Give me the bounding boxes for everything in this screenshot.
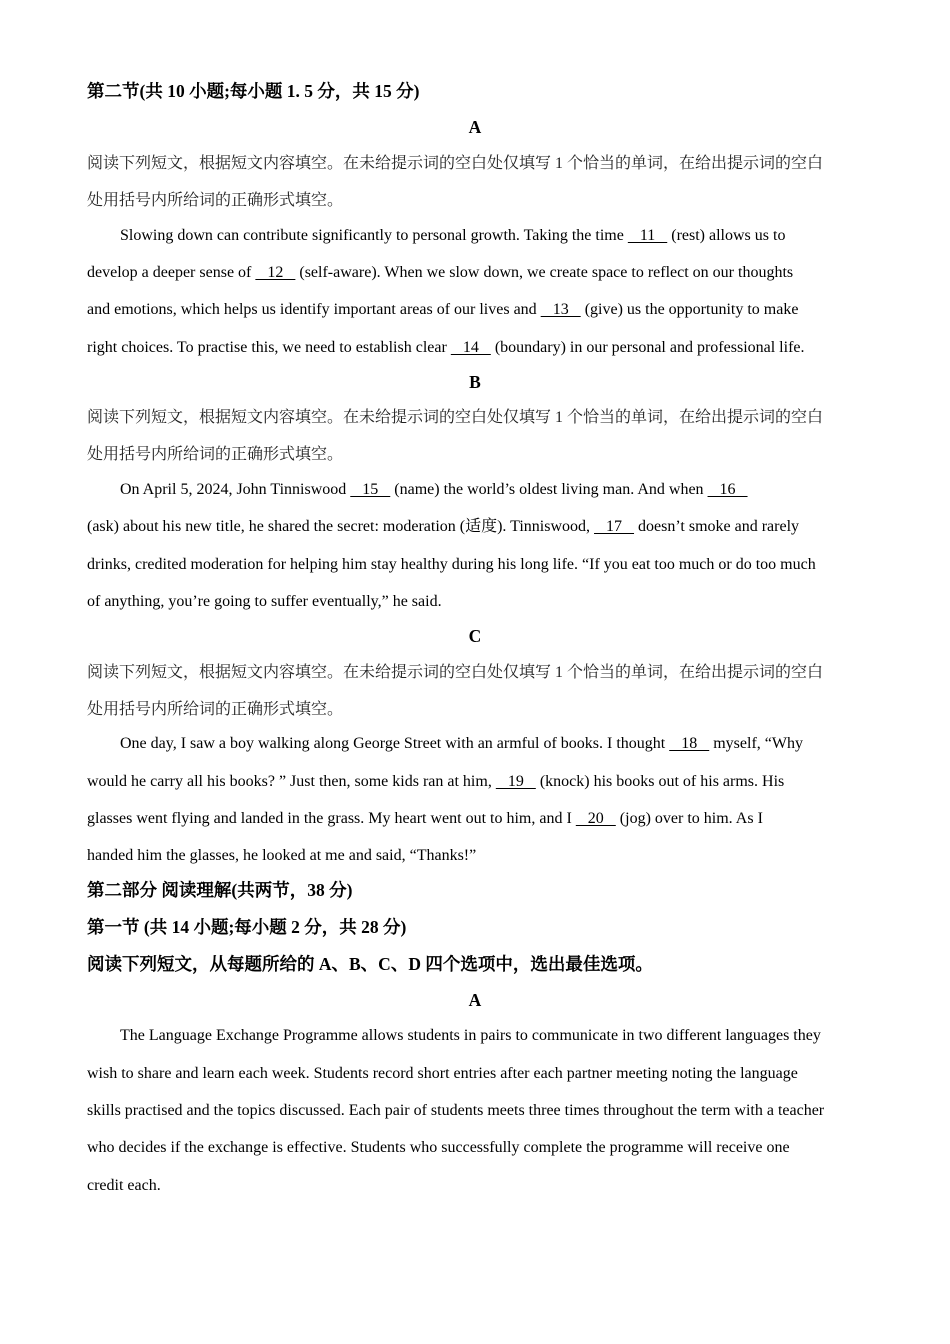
passage-a-instruction-line1: 阅读下列短文，根据短文内容填空。在未给提示词的空白处仅填写 1 个恰当的单词，在给出提示词的空白 (87, 155, 824, 172)
blank-17[interactable]: 17 (594, 518, 635, 535)
reading-passage-line: credit each. (87, 1177, 161, 1194)
passage-c-label: C (468, 626, 482, 646)
passage-c-instruction-line2: 处用括号内所给词的正确形式填空。 (87, 701, 344, 718)
passage-a-line: Slowing down can contribute significantly to personal growth. Taking the time 11 (rest) allows us to (120, 227, 786, 244)
reading-passage-a-label: A (468, 990, 482, 1010)
reading-passage-line: The Language Exchange Programme allows students in pairs to communicate in two different languages they (120, 1027, 821, 1044)
passage-a-line: develop a deeper sense of 12 (self-aware). When we slow down, we create space to reflect on our thoughts (87, 264, 794, 281)
part-two-instruction: 阅读下列短文，从每题所给的 A、B、C、D 四个选项中，选出最佳选项。 (87, 954, 653, 974)
passage-b-instruction-line1: 阅读下列短文，根据短文内容填空。在未给提示词的空白处仅填写 1 个恰当的单词，在给出提示词的空白 (87, 409, 824, 426)
passage-b-line: drinks, credited moderation for helping him stay healthy during his long life. “If you eat too much or do too much (87, 556, 816, 573)
passage-c-line: handed him the glasses, he looked at me and said, “Thanks!” (87, 847, 477, 864)
blank-19[interactable]: 19 (495, 773, 536, 790)
blank-15[interactable]: 15 (350, 481, 391, 498)
passage-b-line: (ask) about his new title, he shared the secret: moderation (适度). Tinniswood, 17 doesn’t smoke and rarely (87, 518, 800, 535)
blank-13[interactable]: 13 (540, 301, 581, 318)
blank-12[interactable]: 12 (255, 264, 296, 281)
passage-c-line: would he carry all his books? ” Just then, some kids ran at him, 19 (knock) his books out of his arms. His (87, 773, 785, 790)
reading-passage-line: wish to share and learn each week. Students record short entries after each partner meeting noting the language (87, 1065, 798, 1082)
passage-c-line: glasses went flying and landed in the grass. My heart went out to him, and I 20 (jog) over to him. As I (87, 810, 763, 827)
passage-b-line: of anything, you’re going to suffer eventually,” he said. (87, 593, 442, 610)
passage-c-instruction-line1: 阅读下列短文，根据短文内容填空。在未给提示词的空白处仅填写 1 个恰当的单词，在给出提示词的空白 (87, 664, 824, 681)
passage-a-label: A (468, 117, 482, 137)
part-two-heading: 第二部分 阅读理解(共两节，38 分) (87, 880, 353, 900)
passage-c-line: One day, I saw a boy walking along George Street with an armful of books. I thought 18 myself, “Why (120, 735, 803, 752)
passage-a-line: and emotions, which helps us identify important areas of our lives and 13 (give) us the opportunity to make (87, 301, 799, 318)
blank-11[interactable]: 11 (627, 227, 668, 244)
blank-18[interactable]: 18 (669, 735, 710, 752)
reading-passage-line: who decides if the exchange is effective. Students who successfully complete the programme will receive one (87, 1139, 790, 1156)
reading-passage-line: skills practised and the topics discussed. Each pair of students meets three times throughout the term with a teacher (87, 1102, 825, 1119)
blank-20[interactable]: 20 (575, 810, 616, 827)
blank-14[interactable]: 14 (450, 339, 491, 356)
passage-b-label: B (469, 372, 481, 392)
part-two-section-one-heading: 第一节 (共 14 小题;每小题 2 分，共 28 分) (87, 917, 407, 937)
passage-a-line: right choices. To practise this, we need to establish clear 14 (boundary) in our personal and professional life. (87, 339, 805, 356)
passage-b-line: On April 5, 2024, John Tinniswood 15 (name) the world’s oldest living man. And when 16 (120, 481, 748, 498)
passage-a-instruction-line2: 处用括号内所给词的正确形式填空。 (87, 192, 344, 209)
section-two-heading: 第二节(共 10 小题;每小题 1. 5 分，共 15 分) (87, 81, 420, 101)
blank-16[interactable]: 16 (707, 481, 748, 498)
passage-b-instruction-line2: 处用括号内所给词的正确形式填空。 (87, 446, 344, 463)
